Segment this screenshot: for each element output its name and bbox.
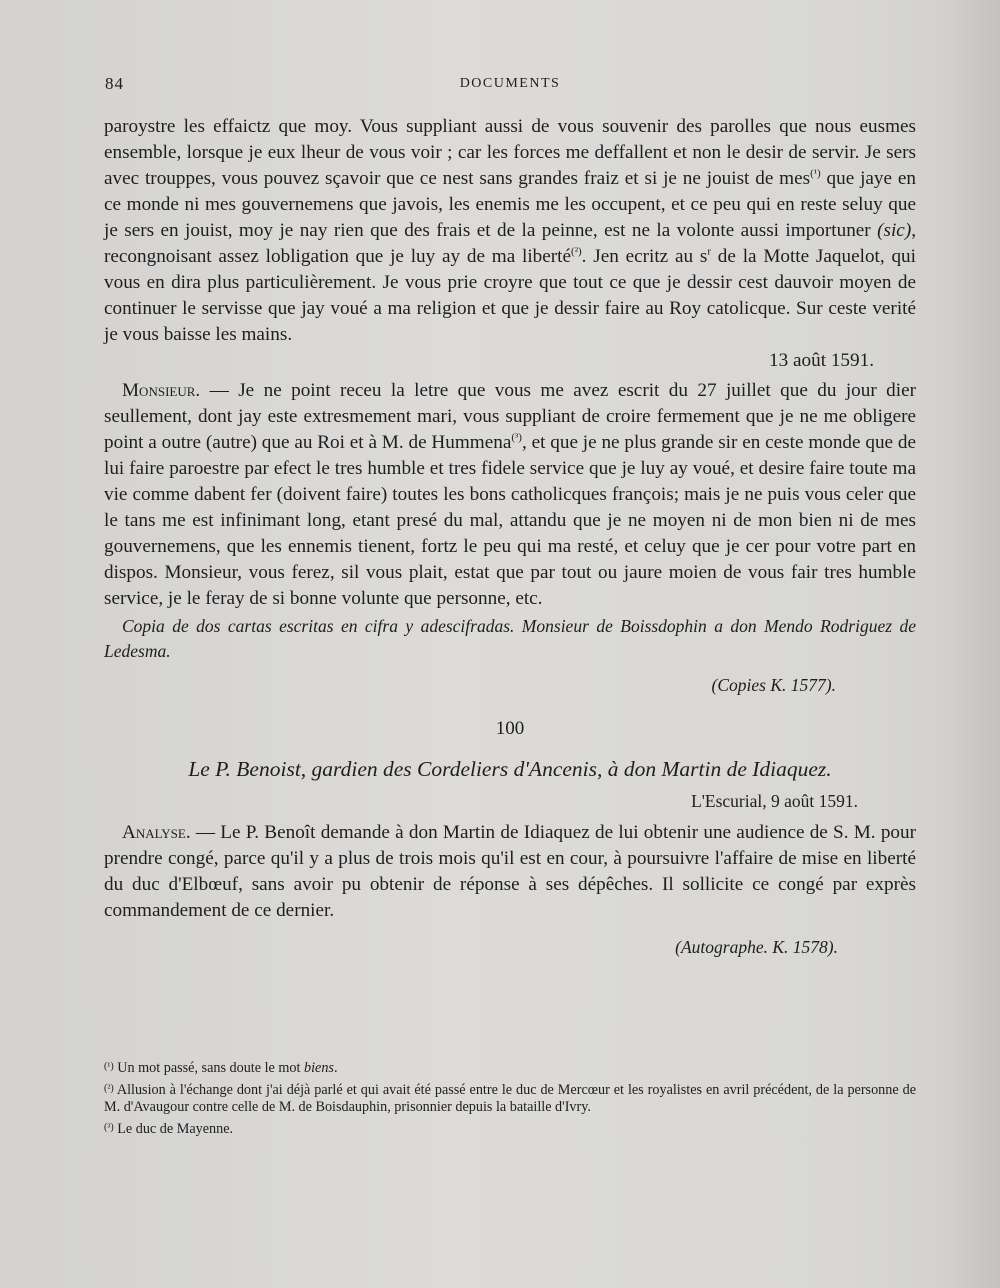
copies-reference: (Copies K. 1577). xyxy=(711,675,836,695)
footnote-label: (³) xyxy=(104,1122,114,1133)
text-run: que jaye en ce monde ni mes gouvernemens que javois, les enemis me les occupent, et ce peu qui en reste seluy que je sers en jouist, moy je nay rien que des frais et de la peinne, est ne la volonte aussi importuner xyxy=(104,168,916,241)
letter-date-1: 13 août 1591. xyxy=(769,350,874,371)
text-run: , et que je ne plus grande sir en ceste monde que de lui faire paroestre par efect le tres humble et tres fidele service que je luy ay voué, et desire faire toute ma vie comme dabent fer (doivent faire) toutes les bons catholicques françois; mais je ne puis vous celer que le tans me est infinimant long, etant presé du mal, attandu que je ne moyen ni de mon bien ni de mes gouvernemens, que les ennemis tienent, fortz le peu qui ma resté, et celuy que je cer pour votre part en dispos. Monsieur, vous ferez, sil vous plait, estat que par tout ou jaure moien de vous fair tres humble service, je le feray de si bonne volunte que personne, etc. xyxy=(104,432,916,609)
superscript-r: r xyxy=(707,245,712,258)
salutation: Monsieur. xyxy=(122,380,201,401)
page-edge-shadow xyxy=(940,0,1000,1288)
document-date: L'Escurial, 9 août 1591. xyxy=(691,791,858,811)
footnote-text: Allusion à l'échange dont j'ai déjà parlé et qui avait été passé entre le duc de Mercœur et les royalistes en avril précédent, de la personne de M. d'Avaugour contre celle de M. de Boisdauphin, prisonnier depuis la bataille d'Ivry. xyxy=(104,1082,916,1115)
footnote-text: . xyxy=(333,1060,338,1076)
footnote-label: (²) xyxy=(104,1083,114,1094)
footnote-text: Le duc de Mayenne. xyxy=(113,1121,234,1137)
footnote-text: Un mot passé, sans doute le mot xyxy=(113,1060,304,1076)
letter-paragraph-2 xyxy=(104,378,916,612)
autograph-reference: (Autographe. K. 1578). xyxy=(675,937,838,957)
footnote-3 xyxy=(104,1119,916,1138)
text-run: — Le P. Benoît demande à don Martin de Idiaquez de lui obtenir une audience de S. M. pour prendre congé, parce qu'il y a plus de trois mois qu'il est en cour, à poursuivre l'affaire de mise en liberté du duc d'Elbœuf, sans avoir pu obtenir de réponse à ses dépêches. Il sollicite ce congé par exprès commandement de ce dernier. xyxy=(104,822,916,921)
analysis-paragraph xyxy=(104,820,916,924)
source-note: Copia de dos cartas escritas en cifra y adescifradas. Monsieur de Boissdophin a don Mendo Rodriguez de Ledesma. xyxy=(104,616,916,661)
footnote-label: (¹) xyxy=(104,1061,114,1072)
text-run: , recongnoisant assez lobligation que je luy ay de ma liberté xyxy=(104,220,916,267)
running-title: DOCUMENTS xyxy=(459,76,561,91)
running-header xyxy=(105,74,915,98)
text-run: . Jen ecritz au s xyxy=(581,246,708,267)
text-run: — Je ne point receu la letre que vous me avez escrit du 27 juillet que du jour dier seullement, dont jay este extresmement mari, vous suppliant de croire fermement que je ne me obligere point a outre (autre) que au Roi et à M. de Hummena xyxy=(104,380,916,453)
footnotes xyxy=(104,1058,916,1141)
text-run: de la Motte Jaquelot, qui vous en dira plus particulièrement. Je vous prie croyre que tout ce que je dessir cest dauvoir moyen de continuer le servisse que jay voué a ma religion et que je dessir faire au Roy catolicque. Sur ceste verité je vous baisse les mains. xyxy=(104,246,916,345)
sic-note: (sic) xyxy=(877,220,912,241)
letter-paragraph-1 xyxy=(104,114,916,348)
footnote-ref-2: (²) xyxy=(571,245,582,258)
document-number: 100 xyxy=(495,718,525,739)
footnote-ref-3: (³) xyxy=(511,431,522,444)
document-title: Le P. Benoist, gardien des Cordeliers d'Ancenis, à don Martin de Idiaquez. xyxy=(188,757,832,781)
footnote-ref-1: (¹) xyxy=(810,167,821,180)
text-run: paroystre les effaictz que moy. Vous suppliant aussi de vous souvenir des parolles que nous eusmes ensemble, lorsque je eux lheur de vous voir ; car les forces me deffallent et non le desir de servir. Je sers avec trouppes, vous pouvez sçavoir que ce nest sans grandes fraiz et si je ne jouist de mes xyxy=(104,116,916,189)
footnote-italic: biens xyxy=(304,1060,334,1076)
body-text xyxy=(104,114,916,960)
analysis-label: Analyse. xyxy=(122,822,191,843)
footnote-2 xyxy=(104,1080,916,1116)
page-number: 84 xyxy=(105,74,124,93)
footnote-1 xyxy=(104,1058,916,1077)
